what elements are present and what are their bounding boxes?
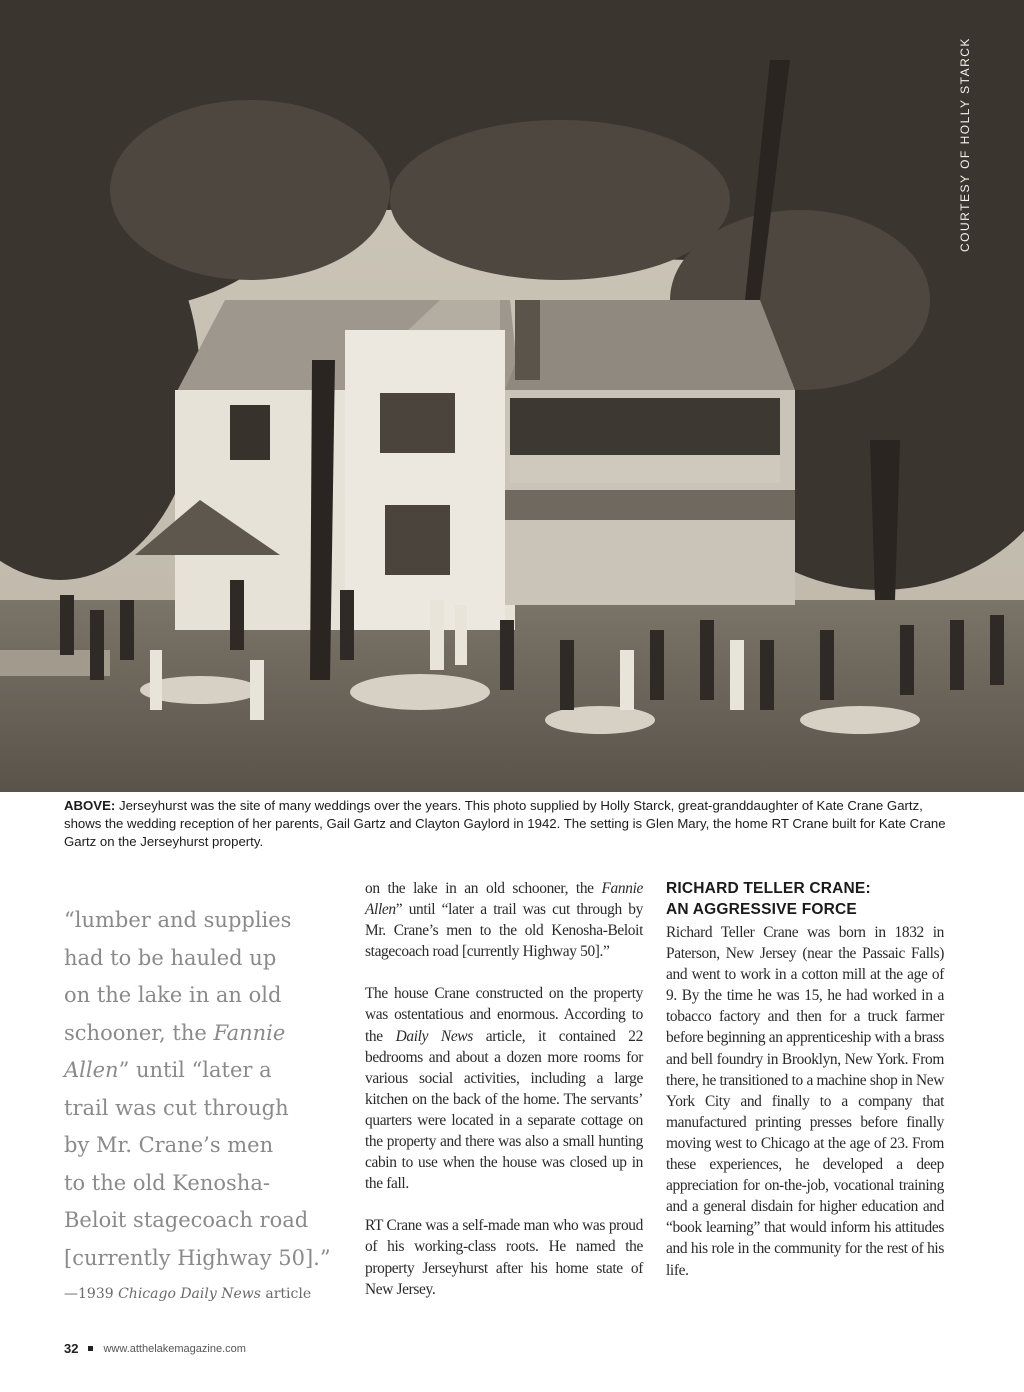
- pull-quote-italic: Fannie: [213, 1020, 286, 1045]
- photo-caption: [64, 797, 954, 851]
- paragraph-italic: Daily News: [395, 1027, 473, 1045]
- photo-credit: COURTESY OF HOLLY STARCK: [958, 37, 972, 252]
- paragraph-text: ” until “later a trail was cut through by Mr. Crane’s men to the old Kenosha-Beloit stagecoach road [currently Highway 50].”: [365, 901, 643, 961]
- pull-quote-line: had to be hauled up: [64, 945, 277, 970]
- sidebar-heading-line: AN AGGRESSIVE FORCE: [666, 901, 857, 918]
- article-column-3: [666, 878, 944, 1302]
- sidebar-heading-line: RICHARD TELLER CRANE:: [666, 880, 871, 897]
- bullet-square-icon: [88, 1346, 93, 1351]
- pull-quote-line: by Mr. Crane’s men: [64, 1133, 274, 1157]
- pull-quote-line: “lumber and supplies: [64, 908, 292, 932]
- paragraph-italic: Fannie Allen: [365, 880, 643, 919]
- paragraph: [365, 878, 643, 962]
- pull-quote-attribution: [64, 1286, 311, 1302]
- pull-quote-text: schooner, the: [64, 1020, 214, 1045]
- attribution-text: —1939: [64, 1286, 119, 1302]
- paragraph: [365, 983, 643, 1194]
- pull-quote: [64, 902, 354, 1277]
- pull-quote-line: on the lake in an old: [64, 983, 282, 1007]
- page-footer: [64, 1341, 246, 1356]
- paragraph-text: article, it contained 22 bedrooms and about a dozen more rooms for various social activities, including a large kitchen on the back of the home. The servants’ quarters were located in a separate cottage on the property and there was also a small hunting cabin to use when the house was closed up in the fall.: [365, 1027, 643, 1193]
- sidebar-heading: [666, 878, 944, 920]
- article-column-2: [365, 878, 643, 1321]
- pull-quote-line: [64, 1052, 354, 1090]
- pull-quote-line: Beloit stagecoach road: [64, 1208, 309, 1232]
- pull-quote-italic: Allen: [64, 1058, 119, 1082]
- pull-quote-line: trail was cut through: [64, 1095, 289, 1120]
- paragraph: RT Crane was a self-made man who was proud of his working-class roots. He named the property Jerseyhurst after his home state of New Jersey.: [365, 1217, 643, 1298]
- caption-lead: ABOVE:: [64, 798, 116, 813]
- pull-quote-line: [64, 1015, 354, 1053]
- caption-text: Jerseyhurst was the site of many weddings over the years. This photo supplied by Holly Starck, great-granddaughter of Kate Crane Gartz, shows the wedding reception of her parents, Gail Gartz and Clayton Gaylord in 1942. The setting is Glen Mary, the home RT Crane built for Kate Crane Gartz on the Jerseyhurst property.: [64, 798, 946, 849]
- attribution-source: Chicago Daily News: [118, 1286, 261, 1302]
- paragraph-text: on the lake in an old schooner, the: [365, 880, 602, 897]
- attribution-text: article: [260, 1286, 312, 1302]
- paragraph-text: The house Crane constructed on the property was ostentatious and enormous. According to the: [365, 985, 643, 1045]
- pull-quote-line: to the old Kenosha-: [64, 1170, 270, 1195]
- paragraph: Richard Teller Crane was born in 1832 in Paterson, New Jersey (near the Passaic Falls) and went to work in a cotton mill at the age of 9. By the time he was 15, he had worked in a tobacco factory and then for a truck farmer before beginning an apprenticeship with a brass and bell foundry in Brooklyn, New York. From there, he transitioned to a machine shop in New York City and finally to a company that manufactured printing presses before finally moving west to Chicago at the age of 23. From these experiences, he developed a deep appreciation for on-the-job, vocational training and a general disdain for higher education and “book learning” that would inform his attitudes and his role in the community for the rest of his life.: [666, 924, 944, 1279]
- footer-url[interactable]: www.atthelakemagazine.com: [103, 1342, 246, 1355]
- pull-quote-text: ” until “later a: [118, 1058, 272, 1082]
- page-number: 32: [64, 1341, 79, 1356]
- pull-quote-line: [currently Highway 50].”: [64, 1245, 331, 1270]
